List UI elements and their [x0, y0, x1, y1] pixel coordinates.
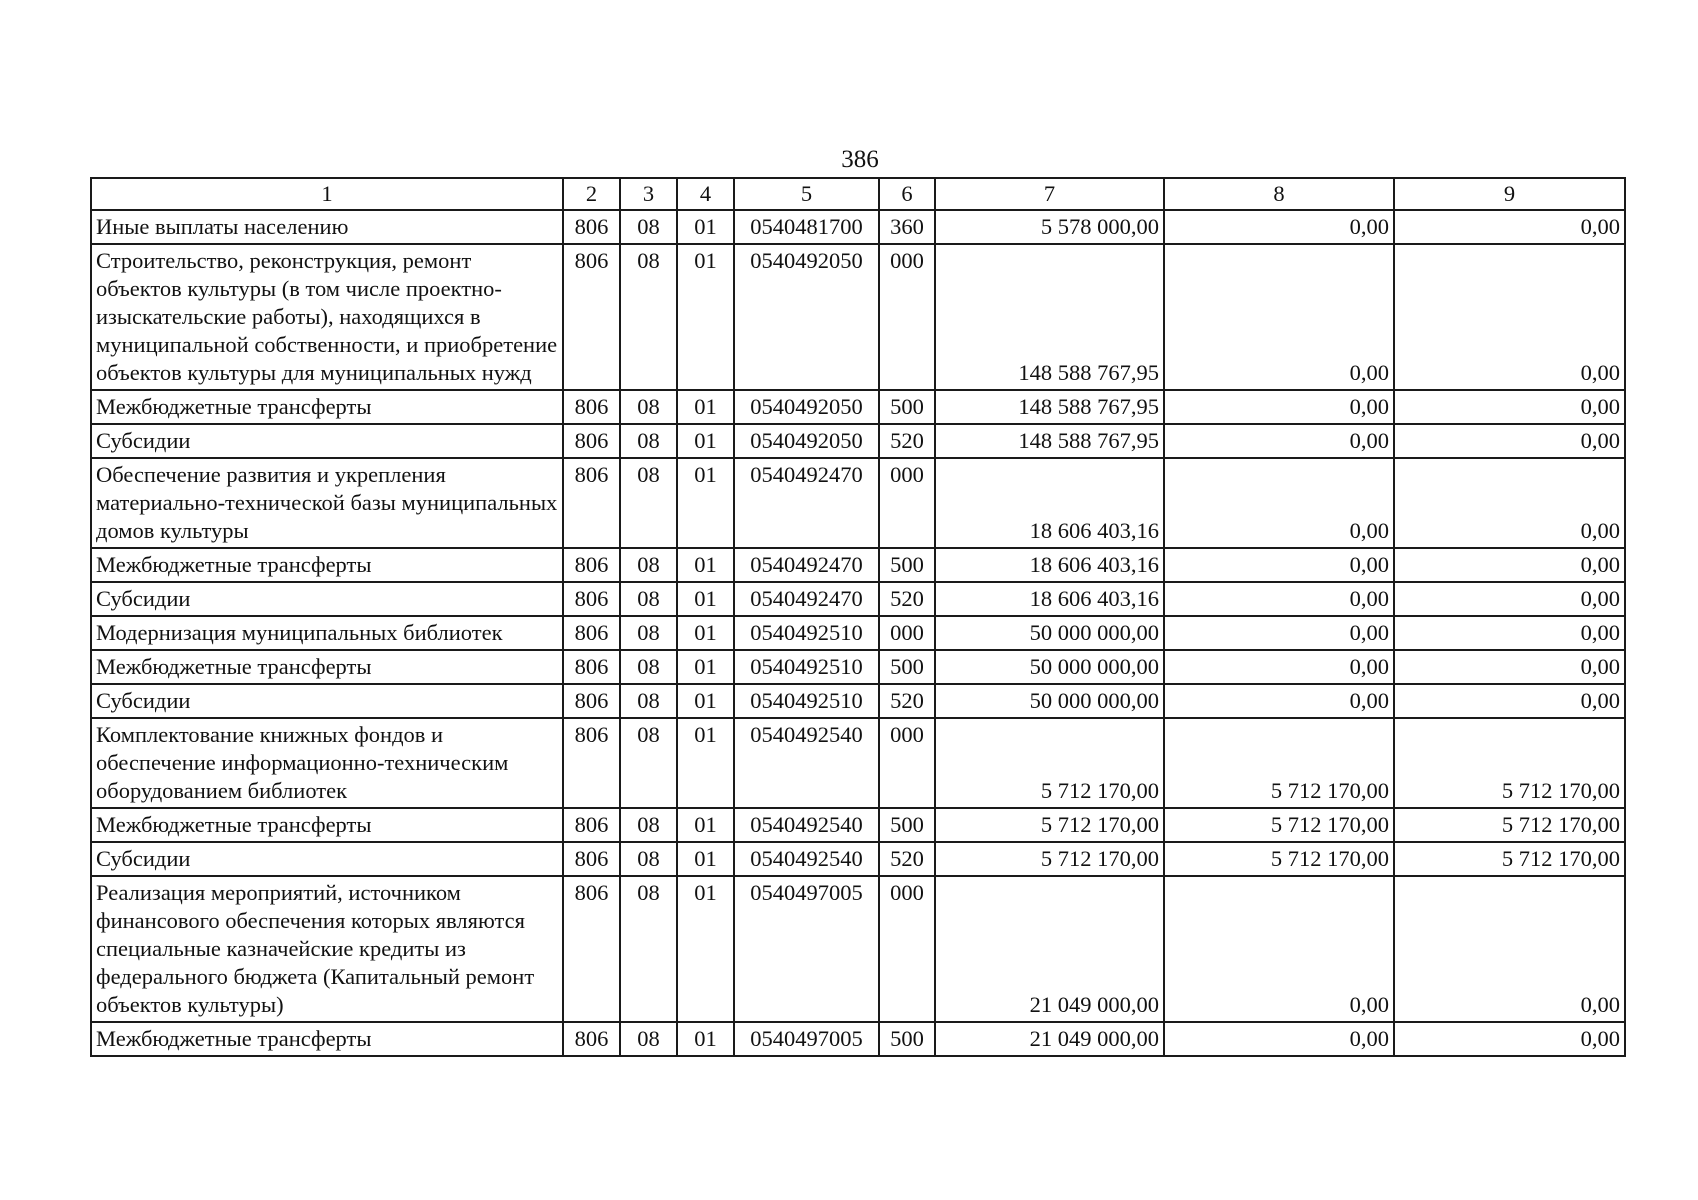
- row-code-2: 806: [563, 876, 620, 1022]
- row-code-3: 08: [620, 684, 677, 718]
- row-name: Строительство, реконструкция, ремонт объектов культуры (в том числе проектно-изыскательские работы), находящихся в муниципальной собственности, и приобретение объектов культуры для муниципальных нужд: [91, 244, 563, 390]
- row-amount-7: 5 712 170,00: [935, 808, 1164, 842]
- row-name: Межбюджетные трансферты: [91, 548, 563, 582]
- row-code-5: 0540492510: [734, 650, 879, 684]
- row-code-5: 0540492470: [734, 582, 879, 616]
- row-code-2: 806: [563, 1022, 620, 1056]
- header-col-1: 1: [91, 178, 563, 210]
- table-row: [91, 548, 1625, 582]
- row-code-5: 0540492470: [734, 458, 879, 548]
- table-row: [91, 842, 1625, 876]
- row-code-5: 0540492540: [734, 842, 879, 876]
- row-code-5: 0540492510: [734, 684, 879, 718]
- row-code-5: 0540492510: [734, 616, 879, 650]
- budget-table: [90, 177, 1626, 1057]
- row-code-2: 806: [563, 210, 620, 244]
- row-amount-7: 50 000 000,00: [935, 650, 1164, 684]
- row-code-2: 806: [563, 424, 620, 458]
- table-row: [91, 1022, 1625, 1056]
- table-row: [91, 650, 1625, 684]
- row-code-6: 000: [879, 616, 935, 650]
- header-col-7: 7: [935, 178, 1164, 210]
- row-amount-9: 0,00: [1394, 210, 1625, 244]
- table-row: [91, 390, 1625, 424]
- header-col-2: 2: [563, 178, 620, 210]
- row-amount-7: 18 606 403,16: [935, 582, 1164, 616]
- row-amount-8: 0,00: [1164, 1022, 1394, 1056]
- row-code-3: 08: [620, 616, 677, 650]
- row-code-3: 08: [620, 876, 677, 1022]
- row-code-4: 01: [677, 390, 734, 424]
- row-code-4: 01: [677, 718, 734, 808]
- table-row: [91, 210, 1625, 244]
- row-code-4: 01: [677, 876, 734, 1022]
- row-code-6: 500: [879, 650, 935, 684]
- row-amount-7: 18 606 403,16: [935, 548, 1164, 582]
- row-code-2: 806: [563, 808, 620, 842]
- row-code-4: 01: [677, 458, 734, 548]
- row-code-3: 08: [620, 210, 677, 244]
- row-code-4: 01: [677, 650, 734, 684]
- table-row: [91, 458, 1625, 548]
- row-amount-7: 21 049 000,00: [935, 1022, 1164, 1056]
- row-code-6: 520: [879, 684, 935, 718]
- row-code-2: 806: [563, 582, 620, 616]
- row-code-4: 01: [677, 684, 734, 718]
- row-code-4: 01: [677, 244, 734, 390]
- row-code-5: 0540492540: [734, 808, 879, 842]
- table-row: [91, 244, 1625, 390]
- table-row: [91, 876, 1625, 1022]
- row-name: Субсидии: [91, 684, 563, 718]
- row-amount-7: 18 606 403,16: [935, 458, 1164, 548]
- page-number: 386: [841, 146, 879, 173]
- row-code-6: 500: [879, 808, 935, 842]
- row-code-6: 000: [879, 718, 935, 808]
- row-name: Модернизация муниципальных библиотек: [91, 616, 563, 650]
- row-code-5: 0540492050: [734, 424, 879, 458]
- row-amount-7: 50 000 000,00: [935, 616, 1164, 650]
- header-col-8: 8: [1164, 178, 1394, 210]
- row-code-3: 08: [620, 650, 677, 684]
- row-amount-9: 0,00: [1394, 424, 1625, 458]
- row-amount-8: 0,00: [1164, 616, 1394, 650]
- row-code-2: 806: [563, 718, 620, 808]
- row-code-6: 520: [879, 842, 935, 876]
- row-amount-8: 0,00: [1164, 548, 1394, 582]
- row-name: Иные выплаты населению: [91, 210, 563, 244]
- row-code-4: 01: [677, 582, 734, 616]
- row-amount-9: 0,00: [1394, 1022, 1625, 1056]
- table-header: [91, 178, 1625, 210]
- table-body: [91, 210, 1625, 1056]
- row-code-4: 01: [677, 616, 734, 650]
- row-code-6: 000: [879, 244, 935, 390]
- row-amount-9: 0,00: [1394, 390, 1625, 424]
- row-amount-9: 5 712 170,00: [1394, 718, 1625, 808]
- row-code-5: 0540492050: [734, 244, 879, 390]
- row-amount-9: 0,00: [1394, 876, 1625, 1022]
- header-col-6: 6: [879, 178, 935, 210]
- row-amount-9: 0,00: [1394, 458, 1625, 548]
- table-row: [91, 582, 1625, 616]
- row-amount-9: 0,00: [1394, 616, 1625, 650]
- row-amount-8: 5 712 170,00: [1164, 718, 1394, 808]
- row-amount-7: 5 578 000,00: [935, 210, 1164, 244]
- row-amount-7: 148 588 767,95: [935, 244, 1164, 390]
- row-amount-8: 0,00: [1164, 210, 1394, 244]
- row-code-3: 08: [620, 244, 677, 390]
- row-amount-9: 0,00: [1394, 548, 1625, 582]
- header-col-4: 4: [677, 178, 734, 210]
- row-code-3: 08: [620, 808, 677, 842]
- row-code-2: 806: [563, 390, 620, 424]
- row-code-6: 500: [879, 1022, 935, 1056]
- row-code-3: 08: [620, 1022, 677, 1056]
- row-code-6: 500: [879, 390, 935, 424]
- row-code-2: 806: [563, 616, 620, 650]
- header-col-5: 5: [734, 178, 879, 210]
- row-code-3: 08: [620, 424, 677, 458]
- row-code-2: 806: [563, 842, 620, 876]
- row-code-6: 520: [879, 582, 935, 616]
- row-amount-7: 148 588 767,95: [935, 390, 1164, 424]
- row-name: Межбюджетные трансферты: [91, 1022, 563, 1056]
- row-code-2: 806: [563, 684, 620, 718]
- row-code-2: 806: [563, 458, 620, 548]
- row-amount-7: 21 049 000,00: [935, 876, 1164, 1022]
- table-row: [91, 718, 1625, 808]
- row-amount-9: 0,00: [1394, 244, 1625, 390]
- header-col-9: 9: [1394, 178, 1625, 210]
- row-amount-7: 5 712 170,00: [935, 842, 1164, 876]
- row-code-4: 01: [677, 842, 734, 876]
- row-name: Обеспечение развития и укрепления материально-технической базы муниципальных домов культуры: [91, 458, 563, 548]
- row-amount-8: 0,00: [1164, 458, 1394, 548]
- row-amount-7: 148 588 767,95: [935, 424, 1164, 458]
- row-code-4: 01: [677, 548, 734, 582]
- table-row: [91, 616, 1625, 650]
- row-amount-9: 0,00: [1394, 650, 1625, 684]
- row-amount-8: 0,00: [1164, 876, 1394, 1022]
- row-code-5: 0540492470: [734, 548, 879, 582]
- row-code-2: 806: [563, 244, 620, 390]
- row-amount-8: 0,00: [1164, 424, 1394, 458]
- row-code-6: 000: [879, 876, 935, 1022]
- row-code-5: 0540497005: [734, 876, 879, 1022]
- row-code-4: 01: [677, 210, 734, 244]
- row-amount-8: 5 712 170,00: [1164, 842, 1394, 876]
- row-name: Субсидии: [91, 842, 563, 876]
- row-code-6: 360: [879, 210, 935, 244]
- row-amount-8: 0,00: [1164, 390, 1394, 424]
- row-amount-7: 5 712 170,00: [935, 718, 1164, 808]
- row-code-3: 08: [620, 718, 677, 808]
- row-amount-8: 0,00: [1164, 650, 1394, 684]
- header-col-3: 3: [620, 178, 677, 210]
- row-code-3: 08: [620, 390, 677, 424]
- row-code-2: 806: [563, 650, 620, 684]
- row-code-6: 520: [879, 424, 935, 458]
- row-amount-9: 5 712 170,00: [1394, 808, 1625, 842]
- row-amount-8: 5 712 170,00: [1164, 808, 1394, 842]
- row-code-2: 806: [563, 548, 620, 582]
- row-amount-9: 0,00: [1394, 684, 1625, 718]
- row-amount-8: 0,00: [1164, 244, 1394, 390]
- row-name: Межбюджетные трансферты: [91, 808, 563, 842]
- row-name: Субсидии: [91, 424, 563, 458]
- row-code-6: 000: [879, 458, 935, 548]
- row-code-4: 01: [677, 808, 734, 842]
- row-amount-8: 0,00: [1164, 582, 1394, 616]
- row-code-4: 01: [677, 424, 734, 458]
- row-code-5: 0540492050: [734, 390, 879, 424]
- row-code-3: 08: [620, 582, 677, 616]
- row-amount-7: 50 000 000,00: [935, 684, 1164, 718]
- row-code-3: 08: [620, 548, 677, 582]
- row-name: Межбюджетные трансферты: [91, 650, 563, 684]
- row-name: Реализация мероприятий, источником финансового обеспечения которых являются специальные казначейские кредиты из федерального бюджета (Капитальный ремонт объектов культуры): [91, 876, 563, 1022]
- row-code-6: 500: [879, 548, 935, 582]
- row-code-5: 0540492540: [734, 718, 879, 808]
- row-name: Комплектование книжных фондов и обеспечение информационно-техническим оборудованием библиотек: [91, 718, 563, 808]
- row-amount-9: 0,00: [1394, 582, 1625, 616]
- row-code-4: 01: [677, 1022, 734, 1056]
- table-row: [91, 808, 1625, 842]
- row-name: Субсидии: [91, 582, 563, 616]
- row-code-5: 0540481700: [734, 210, 879, 244]
- table-row: [91, 684, 1625, 718]
- row-name: Межбюджетные трансферты: [91, 390, 563, 424]
- row-code-3: 08: [620, 842, 677, 876]
- row-code-3: 08: [620, 458, 677, 548]
- row-code-5: 0540497005: [734, 1022, 879, 1056]
- row-amount-9: 5 712 170,00: [1394, 842, 1625, 876]
- header-row: [91, 178, 1625, 210]
- table-row: [91, 424, 1625, 458]
- row-amount-8: 0,00: [1164, 684, 1394, 718]
